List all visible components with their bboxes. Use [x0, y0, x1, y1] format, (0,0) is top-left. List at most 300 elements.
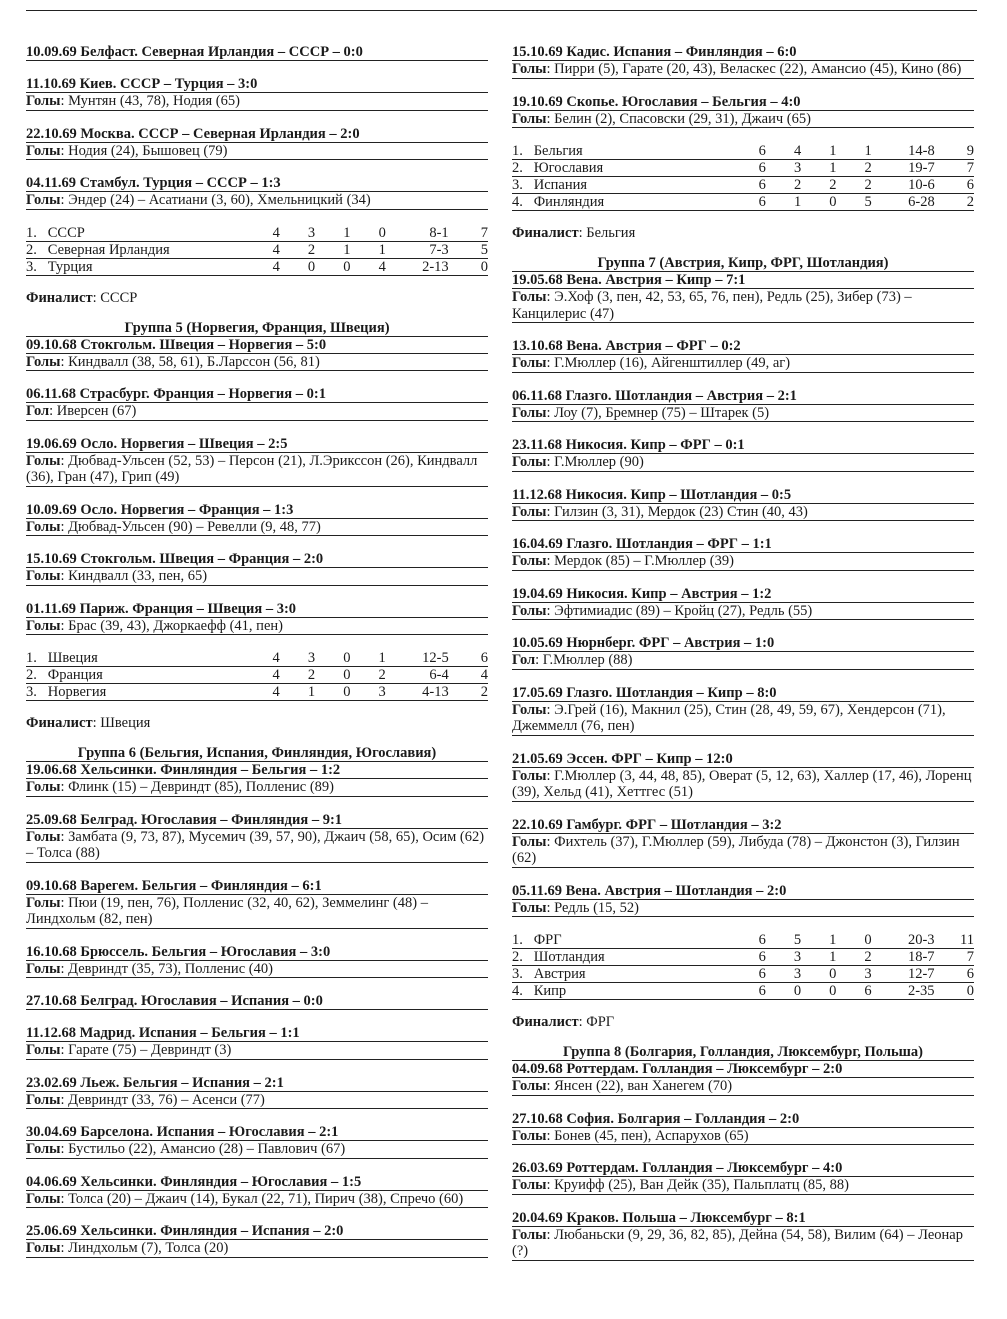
goals-text: : Э.Грей (16), Макнил (25), Стин (28, 49, 59, 67), Хендерсон (71), Джеммелл (76, пен) [512, 701, 946, 734]
standings-cell: 20-3 [872, 932, 935, 949]
standings-cell: 6 [836, 983, 871, 1000]
goals-label: Голы [512, 110, 547, 127]
match-block [26, 812, 488, 863]
standings-cell: 12-7 [872, 966, 935, 983]
match-header: 19.06.68 Хельсинки. Финляндия – Бельгия – 1:2 [26, 762, 488, 779]
goals-text: : Пирри (5), Гарате (20, 43), Веласкес (22), Амансио (45), Кино (86) [546, 61, 962, 77]
standings-row [512, 949, 974, 966]
top-rule [26, 10, 977, 11]
goals-label: Голы [512, 289, 547, 305]
standings-cell: 7 [935, 160, 974, 177]
match-header: 19.04.69 Никосия. Кипр – Австрия – 1:2 [512, 586, 974, 603]
match-header: 25.09.68 Белград. Югославия – Финляндия – 9:1 [26, 812, 488, 829]
standings-cell: 2 [836, 160, 871, 177]
goals-label: Голы [26, 452, 61, 469]
goals-line [512, 603, 974, 621]
group-title: Группа 5 (Норвегия, Франция, Швеция) [26, 320, 488, 337]
standings-cell: 2 [836, 177, 871, 194]
standings-cell: СССР [48, 225, 245, 242]
goals-label: Голы [26, 142, 61, 159]
match-block [512, 883, 974, 918]
match-header: 04.09.68 Роттердам. Голландия – Люксембург – 2:0 [512, 1061, 974, 1078]
match-block [26, 1075, 488, 1110]
match-header: 23.02.69 Льеж. Бельгия – Испания – 2:1 [26, 1075, 488, 1092]
goals-label: Голы [512, 454, 547, 470]
match-header: 19.05.68 Вена. Австрия – Кипр – 7:1 [512, 272, 974, 289]
standings-cell: 2 [801, 177, 836, 194]
goals-line [512, 1078, 974, 1096]
match-header: 10.09.69 Осло. Норвегия – Франция – 1:3 [26, 502, 488, 519]
goals-label: Голы [512, 767, 547, 784]
standings-cell: 3 [766, 160, 801, 177]
match-block [26, 1174, 488, 1209]
standings-cell: 2 [280, 667, 315, 684]
goals-text: : Брас (39, 43), Джоркаефф (41, пен) [60, 617, 283, 634]
goals-line [512, 1227, 974, 1261]
standings-cell: 0 [801, 966, 836, 983]
standings-cell: 6 [731, 194, 766, 211]
standings-cell: Финляндия [534, 194, 731, 211]
goals-line [512, 405, 974, 423]
standings-row [26, 258, 488, 275]
match-header: 10.09.69 Белфаст. Северная Ирландия – СССР – 0:0 [26, 44, 488, 61]
goals-line [26, 1042, 488, 1060]
match-header: 06.11.68 Страсбург. Франция – Норвегия – 0:1 [26, 386, 488, 403]
goals-text: : Бонев (45, пен), Аспарухов (65) [546, 1127, 749, 1144]
standings-cell: 1 [351, 241, 386, 258]
match-header: 11.12.68 Мадрид. Испания – Бельгия – 1:1 [26, 1025, 488, 1042]
standings-row [512, 932, 974, 949]
standings-cell: 6-4 [386, 667, 449, 684]
goals-line [26, 1191, 488, 1209]
standings-cell: 14-8 [872, 143, 935, 160]
standings-cell: 2 [449, 684, 488, 701]
right-column [512, 44, 974, 1276]
goals-line [512, 111, 974, 129]
goals-text: : Г.Мюллер (16), Айгенштиллер (49, аг) [546, 355, 791, 371]
match-header: 16.04.69 Глазго. Шотландия – ФРГ – 1:1 [512, 536, 974, 553]
standings-cell: 4 [351, 258, 386, 275]
goals-text: : Дюбвад-Ульсен (90) – Ревелли (9, 48, 77) [60, 518, 321, 535]
goals-label: Голы [26, 1091, 61, 1108]
match-header: 26.03.69 Роттердам. Голландия – Люксембург – 4:0 [512, 1160, 974, 1177]
match-block [512, 536, 974, 571]
goals-label: Голы [512, 1078, 547, 1094]
match-block [512, 635, 974, 670]
goals-text: : Гарате (75) – Девриндт (3) [60, 1042, 232, 1058]
goals-line [26, 829, 488, 863]
standings-cell: 3. [512, 966, 534, 983]
standings-cell: 4 [245, 225, 280, 242]
standings-table [512, 932, 974, 1000]
match-header: 11.12.68 Никосия. Кипр – Шотландия – 0:5 [512, 487, 974, 504]
standings-cell: 2. [512, 949, 534, 966]
match-header: 27.10.68 София. Болгария – Голландия – 2:0 [512, 1111, 974, 1128]
goals-label: Голы [512, 899, 547, 916]
goals-label: Голы [512, 404, 547, 421]
match-header: 09.10.68 Варегем. Бельгия – Финляндия – 6:1 [26, 878, 488, 895]
standings-cell: 0 [766, 983, 801, 1000]
standings-cell: 3 [766, 949, 801, 966]
standings-row [26, 225, 488, 242]
goals-label: Голы [512, 553, 547, 569]
match-block [512, 272, 974, 323]
standings-cell: 18-7 [872, 949, 935, 966]
goals-text: : Дюбвад-Ульсен (52, 53) – Персон (21), Л.Эриксcон (26), Киндвалл (36), Гран (47), Грип (49) [26, 452, 478, 485]
standings-cell: Северная Ирландия [48, 241, 245, 258]
standings-cell: 2-13 [386, 258, 449, 275]
standings-cell: ФРГ [534, 932, 731, 949]
standings-cell: 2. [512, 160, 534, 177]
goals-line [512, 834, 974, 868]
match-header: 04.06.69 Хельсинки. Финляндия – Югославия – 1:5 [26, 1174, 488, 1191]
finalist-value: : Швеция [92, 715, 151, 731]
standings-cell: 0 [315, 684, 350, 701]
standings-cell: 0 [935, 983, 974, 1000]
goals-text: : Мердок (85) – Г.Мюллер (39) [546, 553, 734, 569]
standings-cell: 1 [801, 932, 836, 949]
standings-cell: 3 [280, 650, 315, 667]
standings-table [26, 225, 488, 276]
goals-line [26, 618, 488, 636]
goals-text: : Круифф (25), Ван Дейк (35), Пальплатц (85, 88) [546, 1177, 850, 1193]
goals-text: : Пюи (19, пен, 76), Полленис (32, 40, 62), Земмелинг (48) – Линдхольм (82, пен) [26, 894, 428, 927]
standings-cell: 0 [801, 983, 836, 1000]
finalist-line [26, 715, 488, 731]
standings-cell: 4 [244, 684, 279, 701]
goals-label: Голы [26, 192, 61, 208]
goals-text: : Киндвалл (33, пен, 65) [60, 568, 208, 584]
match-block [26, 878, 488, 929]
match-block [26, 1223, 488, 1258]
goals-text: : Линдхольм (7), Толса (20) [60, 1240, 229, 1256]
goals-line [512, 454, 974, 472]
standings-cell: 0 [351, 225, 386, 242]
match-block [512, 1061, 974, 1096]
goals-text: : Бустильо (22), Амансио (28) – Павлович (67) [60, 1141, 346, 1157]
goals-line [512, 1128, 974, 1146]
standings-cell: 6 [935, 966, 974, 983]
goals-line [26, 1092, 488, 1110]
goals-text: : Киндвалл (38, 58, 61), Б.Ларссон (56, 81) [60, 353, 320, 370]
standings-cell: 2 [766, 177, 801, 194]
finalist-label: Финалист [26, 289, 93, 306]
match-block [512, 487, 974, 522]
goals-text: : Фихтель (37), Г.Мюллер (59), Либуда (78) – Джонстон (3), Гилзин (62) [512, 833, 960, 866]
goals-label: Голы [512, 61, 547, 77]
goals-label: Голы [26, 353, 61, 370]
goals-text: : Гилзин (3, 31), Мердок (23) Стин (40, 43) [546, 503, 808, 520]
match-block [26, 386, 488, 421]
match-block [512, 44, 974, 79]
standings-cell: 2 [935, 194, 974, 211]
standings-table [512, 143, 974, 211]
standings-cell: 0 [315, 258, 350, 275]
standings-cell: Шотландия [534, 949, 731, 966]
standings-cell: 4-13 [386, 684, 449, 701]
match-block [26, 175, 488, 210]
standings-table [26, 650, 488, 701]
goals-label: Голы [26, 617, 61, 634]
match-header: 05.11.69 Вена. Австрия – Шотландия – 2:0 [512, 883, 974, 900]
goals-line [26, 895, 488, 929]
goals-label: Голы [26, 93, 61, 109]
standings-cell: 6-28 [872, 194, 935, 211]
match-header: 22.10.69 Гамбург. ФРГ – Шотландия – 3:2 [512, 817, 974, 834]
standings-cell: 5 [836, 194, 871, 211]
match-header: 09.10.68 Стокгольм. Швеция – Норвегия – 5:0 [26, 337, 488, 354]
goals-line [26, 1141, 488, 1159]
standings-cell: Турция [48, 258, 245, 275]
group-title: Группа 8 (Болгария, Голландия, Люксембург, Польша) [512, 1044, 974, 1061]
standings-cell: 0 [315, 667, 350, 684]
standings-row [512, 160, 974, 177]
standings-cell: 3 [766, 966, 801, 983]
standings-cell: Норвегия [48, 684, 245, 701]
goals-line [512, 355, 974, 373]
match-header: 04.11.69 Стамбул. Турция – СССР – 1:3 [26, 175, 488, 192]
goals-line [26, 1240, 488, 1258]
standings-cell: 7 [449, 225, 488, 242]
standings-cell: 0 [280, 258, 315, 275]
goals-text: : Девриндт (35, 73), Полленис (40) [60, 960, 273, 977]
finalist-label: Финалист [26, 715, 93, 731]
goals-text: : Иверсен (67) [49, 403, 137, 419]
standings-cell: 1. [26, 225, 48, 242]
standings-cell: 1 [350, 650, 385, 667]
standings-cell: 2. [26, 667, 48, 684]
match-block [512, 1210, 974, 1261]
standings-row [512, 177, 974, 194]
goals-text: : Редль (15, 52) [546, 899, 639, 916]
match-header: 16.10.68 Брюссель. Бельгия – Югославия – 3:0 [26, 944, 488, 961]
match-block [512, 751, 974, 802]
finalist-value: : СССР [92, 289, 138, 306]
goals-text: : Флинк (15) – Девриндт (85), Полленис (89) [60, 779, 334, 795]
standings-cell: Бельгия [534, 143, 731, 160]
standings-cell: 1 [801, 949, 836, 966]
standings-cell: 3 [280, 225, 315, 242]
standings-cell: 1 [836, 143, 871, 160]
standings-cell: 8-1 [386, 225, 449, 242]
goals-label: Голы [512, 602, 547, 619]
standings-cell: Швеция [48, 650, 245, 667]
standings-row [512, 983, 974, 1000]
left-column [26, 44, 488, 1273]
match-header: 13.10.68 Вена. Австрия – ФРГ – 0:2 [512, 338, 974, 355]
goals-text: : Г.Мюллер (3, 44, 48, 85), Оверат (5, 12, 63), Халлер (17, 46), Лоренц (39), Хельд (41), Хеттгес (51) [512, 767, 972, 800]
goals-label: Голы [26, 568, 61, 584]
standings-cell: 4. [512, 194, 534, 211]
goals-line [512, 1177, 974, 1195]
goals-label: Голы [26, 894, 61, 911]
standings-cell: 1 [766, 194, 801, 211]
match-header: 10.05.69 Нюрнберг. ФРГ – Австрия – 1:0 [512, 635, 974, 652]
goals-text: : Белин (2), Спасовски (29, 31), Джаич (65) [546, 110, 811, 127]
standings-cell: 4 [449, 667, 488, 684]
standings-cell: Франция [48, 667, 245, 684]
match-block [26, 993, 488, 1010]
match-block [26, 436, 488, 487]
goals-text: : Девриндт (33, 76) – Асенси (77) [60, 1091, 265, 1108]
goals-text: : Эфтимиадис (89) – Кройц (27), Редль (55) [546, 602, 813, 619]
standings-cell: 7 [935, 949, 974, 966]
goals-line [26, 519, 488, 537]
match-block [26, 762, 488, 797]
standings-cell: 10-6 [872, 177, 935, 194]
goals-label: Голы [512, 701, 547, 718]
match-block [512, 586, 974, 621]
standings-cell: 6 [449, 650, 488, 667]
goals-line [26, 961, 488, 979]
match-header: 23.11.68 Никосия. Кипр – ФРГ – 0:1 [512, 437, 974, 454]
goals-label: Голы [512, 1177, 547, 1193]
goals-label: Голы [512, 1226, 547, 1243]
match-header: 19.06.69 Осло. Норвегия – Швеция – 2:5 [26, 436, 488, 453]
goals-line [26, 354, 488, 372]
standings-cell: 2 [836, 949, 871, 966]
match-block [26, 1124, 488, 1159]
match-header: 15.10.69 Стокгольм. Швеция – Франция – 2:0 [26, 551, 488, 568]
standings-cell: 2 [350, 667, 385, 684]
match-block [26, 502, 488, 537]
standings-cell: 2-35 [872, 983, 935, 1000]
standings-cell: Испания [534, 177, 731, 194]
standings-cell: 19-7 [872, 160, 935, 177]
goals-label: Голы [26, 1190, 61, 1207]
finalist-label: Финалист [512, 1014, 579, 1030]
goals-text: : Замбата (9, 73, 87), Мусемич (39, 57, 90), Джаич (58, 65), Осим (62) – Толса (88) [26, 828, 485, 861]
standings-cell: Югославия [534, 160, 731, 177]
standings-cell: 4 [766, 143, 801, 160]
goals-label: Голы [512, 1127, 547, 1144]
goals-text: : Янсен (22), ван Ханегем (70) [546, 1078, 733, 1094]
goals-text: : Любаньски (9, 29, 36, 82, 85), Дейна (54, 58), Вилим (64) – Леонар (?) [512, 1226, 963, 1259]
group-title: Группа 7 (Австрия, Кипр, ФРГ, Шотландия) [512, 255, 974, 272]
standings-cell: 0 [836, 932, 871, 949]
standings-cell: 1 [801, 143, 836, 160]
goals-label: Голы [26, 518, 61, 535]
standings-cell: 4 [244, 650, 279, 667]
goals-text: : Эндер (24) – Асатиани (3, 60), Хмельницкий (34) [60, 192, 371, 208]
standings-row [512, 143, 974, 160]
standings-cell: 2 [280, 241, 315, 258]
standings-cell: 2. [26, 241, 48, 258]
standings-cell: Кипр [534, 983, 731, 1000]
standings-cell: 6 [731, 983, 766, 1000]
standings-row [512, 966, 974, 983]
goals-text: : Г.Мюллер (88) [535, 652, 633, 668]
goals-line [26, 143, 488, 161]
standings-cell: 0 [449, 258, 488, 275]
goals-label: Голы [26, 779, 61, 795]
standings-cell: 5 [766, 932, 801, 949]
standings-cell: 4. [512, 983, 534, 1000]
standings-cell: 6 [731, 966, 766, 983]
match-header: 21.05.69 Эссен. ФРГ – Кипр – 12:0 [512, 751, 974, 768]
match-block [26, 76, 488, 111]
match-header: 06.11.68 Глазго. Шотландия – Австрия – 2:1 [512, 388, 974, 405]
match-block [512, 817, 974, 868]
goals-label: Голы [26, 1042, 61, 1058]
standings-cell: 1 [280, 684, 315, 701]
goals-line [26, 779, 488, 797]
standings-cell: 6 [731, 932, 766, 949]
goals-label: Гол [512, 652, 536, 668]
goals-line [26, 192, 488, 210]
standings-cell: 1 [315, 241, 350, 258]
match-block [512, 388, 974, 423]
standings-cell: 11 [935, 932, 974, 949]
match-block [26, 1025, 488, 1060]
match-header: 11.10.69 Киев. СССР – Турция – 3:0 [26, 76, 488, 93]
match-header: 27.10.68 Белград. Югославия – Испания – 0:0 [26, 993, 488, 1010]
standings-cell: 1. [512, 143, 534, 160]
match-block [512, 1160, 974, 1195]
standings-cell: 3. [26, 684, 48, 701]
goals-line [512, 289, 974, 323]
match-header: 19.10.69 Скопье. Югославия – Бельгия – 4:0 [512, 94, 974, 111]
standings-cell: 3 [350, 684, 385, 701]
goals-line [26, 453, 488, 487]
standings-cell: 5 [449, 241, 488, 258]
goals-label: Голы [512, 355, 547, 371]
goals-text: : Лоу (7), Бремнер (75) – Штарек (5) [546, 404, 770, 421]
goals-line [512, 553, 974, 571]
standings-cell: 12-5 [386, 650, 449, 667]
goals-text: : Мунтян (43, 78), Нодия (65) [60, 93, 240, 109]
goals-label: Гол [26, 403, 50, 419]
standings-row [26, 684, 488, 701]
goals-label: Голы [26, 1240, 61, 1256]
standings-cell: 4 [244, 667, 279, 684]
finalist-line [26, 290, 488, 306]
match-header: 30.04.69 Барселона. Испания – Югославия – 2:1 [26, 1124, 488, 1141]
standings-row [26, 650, 488, 667]
goals-text: : Г.Мюллер (90) [546, 454, 644, 470]
match-block [512, 338, 974, 373]
goals-line [512, 900, 974, 918]
match-header: 20.04.69 Краков. Польша – Люксембург – 8:1 [512, 1210, 974, 1227]
goals-line [26, 93, 488, 111]
match-header: 25.06.69 Хельсинки. Финляндия – Испания – 2:0 [26, 1223, 488, 1240]
standings-cell: 1. [512, 932, 534, 949]
standings-cell: 6 [731, 177, 766, 194]
standings-cell: 9 [935, 143, 974, 160]
standings-cell: 1. [26, 650, 48, 667]
match-header: 15.10.69 Кадис. Испания – Финляндия – 6:0 [512, 44, 974, 61]
standings-cell: 3 [836, 966, 871, 983]
match-block [512, 437, 974, 472]
goals-line [26, 568, 488, 586]
match-block [512, 94, 974, 129]
standings-cell: 1 [801, 160, 836, 177]
match-header: 01.11.69 Париж. Франция – Швеция – 3:0 [26, 601, 488, 618]
standings-cell: 3. [512, 177, 534, 194]
finalist-line [512, 1014, 974, 1030]
standings-cell: 0 [315, 650, 350, 667]
standings-cell: 3. [26, 258, 48, 275]
goals-label: Голы [512, 503, 547, 520]
goals-line [26, 403, 488, 421]
standings-cell: 4 [245, 258, 280, 275]
finalist-value: : Бельгия [578, 225, 636, 241]
standings-row [26, 241, 488, 258]
standings-cell: 6 [731, 160, 766, 177]
goals-text: : Э.Хоф (3, пен, 42, 53, 65, 76, пен), Редль (25), Зибер (73) – Канцилерис (47) [512, 289, 912, 322]
match-block [26, 44, 488, 61]
goals-label: Голы [26, 1141, 61, 1157]
